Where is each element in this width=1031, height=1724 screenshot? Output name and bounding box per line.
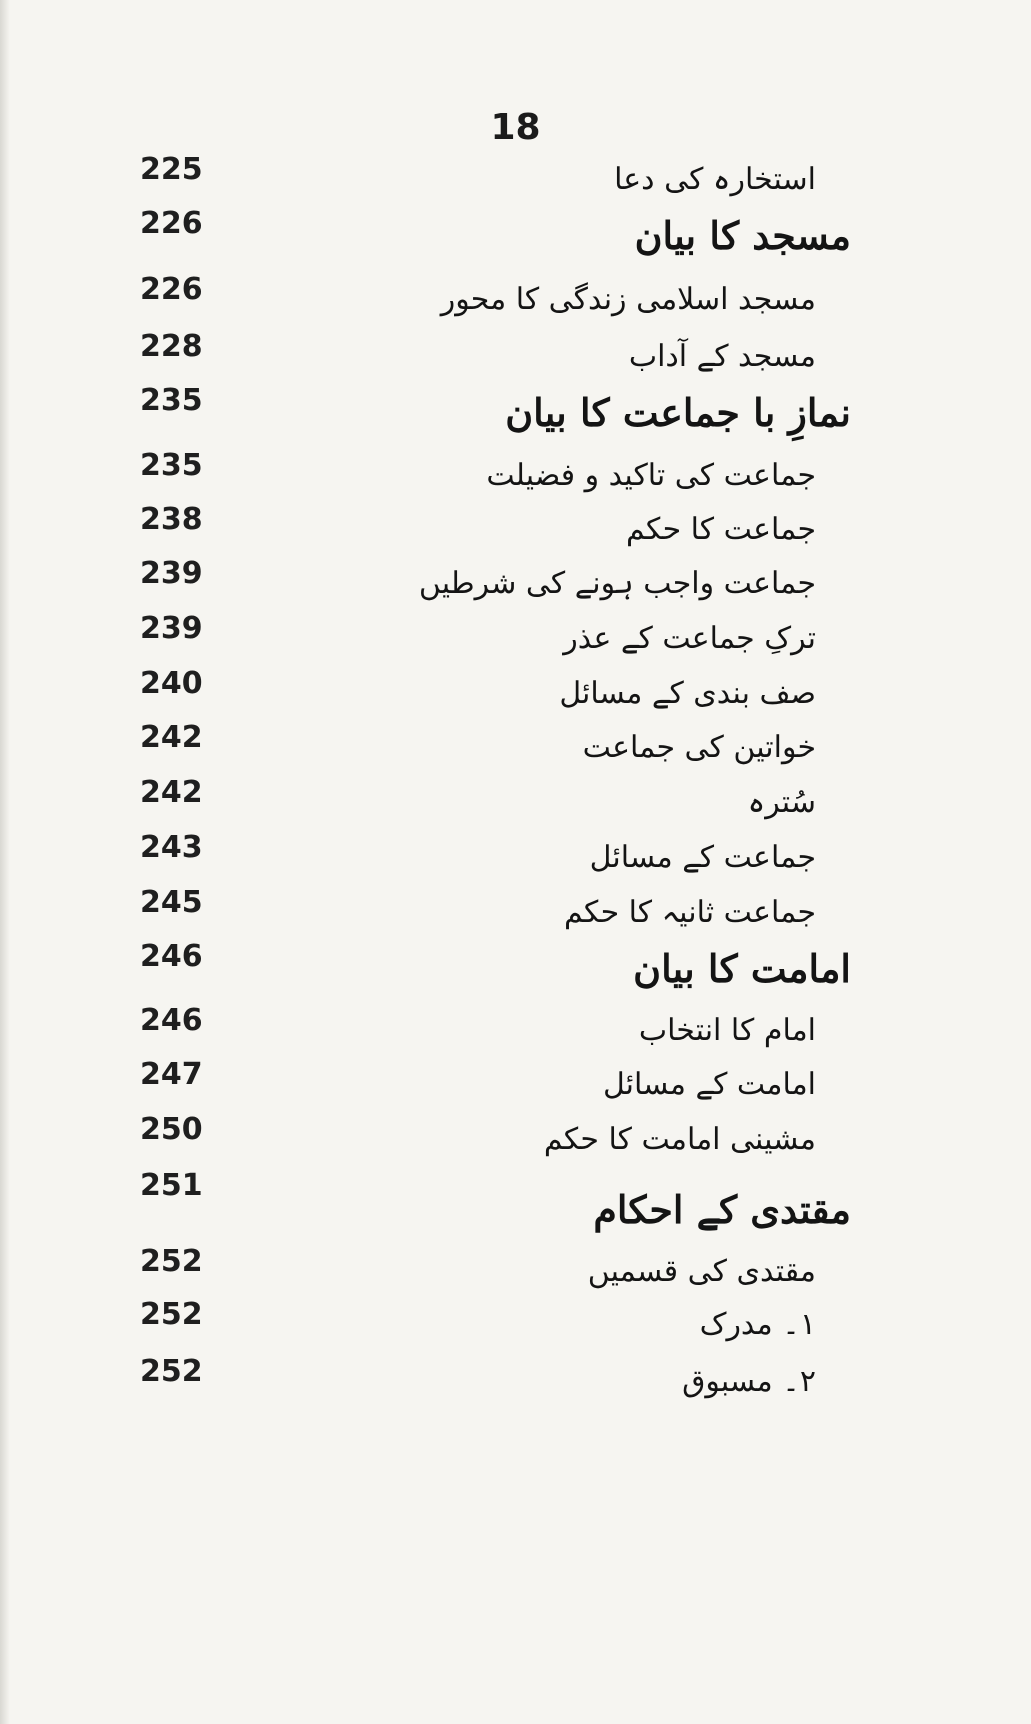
toc-entry <box>0 270 1031 330</box>
toc-heading-title: امامت کا بیان <box>633 946 851 991</box>
toc-entry-title: جماعت کا حکم <box>626 512 816 547</box>
toc-entry-title: خواتین کی جماعت <box>582 730 816 765</box>
toc-entry <box>0 446 1031 506</box>
toc-entry-page: 252 <box>140 1297 203 1332</box>
toc-entry-title: جماعت کے مسائل <box>589 840 816 875</box>
toc-entry-title: جماعت کی تاکید و فضیلت <box>486 458 816 493</box>
toc-entry-page: 235 <box>140 448 203 483</box>
toc-entry-page: 235 <box>140 383 203 418</box>
toc-heading <box>0 204 1031 264</box>
toc-entry <box>0 554 1031 614</box>
toc-entry-page: 246 <box>140 939 203 974</box>
toc-entry-page: 245 <box>140 885 203 920</box>
toc-entry <box>0 664 1031 724</box>
toc-entry <box>0 500 1031 560</box>
toc-entry <box>0 1110 1031 1170</box>
toc-entry <box>0 773 1031 833</box>
toc-entry-title: صف بندی کے مسائل <box>559 676 816 711</box>
toc-entry-page: 238 <box>140 502 203 537</box>
toc-entry-title: مشینی امامت کا حکم <box>543 1122 816 1157</box>
toc-entry-title: استخارہ کی دعا <box>614 162 816 197</box>
toc-entry-page: 225 <box>140 152 203 187</box>
toc-entry-page: 247 <box>140 1057 203 1092</box>
toc-entry-page: 252 <box>140 1244 203 1279</box>
toc-entry-page: 228 <box>140 329 203 364</box>
toc-entry-title: ترکِ جماعت کے عذر <box>563 621 816 656</box>
toc-heading-title: مسجد کا بیان <box>634 213 851 258</box>
toc-entry-page: 240 <box>140 666 203 701</box>
toc-entry-page: 239 <box>140 611 203 646</box>
toc-entry-page: 242 <box>140 720 203 755</box>
toc-entry <box>0 718 1031 778</box>
toc-entry <box>0 1242 1031 1302</box>
toc-entry <box>0 883 1031 943</box>
toc-entry-title: مسجد اسلامی زندگی کا محور <box>440 282 816 317</box>
toc-heading-title: مقتدی کے احکام <box>593 1187 851 1232</box>
toc-heading-title: نمازِ با جماعت کا بیان <box>505 390 851 435</box>
toc-entry-title: امام کا انتخاب <box>638 1013 816 1048</box>
toc-entry-page: 242 <box>140 775 203 810</box>
toc-heading <box>0 381 1031 441</box>
toc-entry-title: امامت کے مسائل <box>602 1067 816 1102</box>
toc-entry <box>0 1001 1031 1061</box>
toc-entry <box>0 609 1031 669</box>
toc-entry-title: جماعت واجب ہونے کی شرطیں <box>418 566 816 601</box>
page-number: 18 <box>490 107 541 148</box>
toc-entry <box>0 1295 1031 1355</box>
toc-entry-title: سُترہ <box>747 785 816 820</box>
toc-entry-title: جماعت ثانیہ کا حکم <box>564 895 816 930</box>
toc-entry-title: ۲۔ مسبوق <box>682 1364 816 1399</box>
toc-entry-page: 243 <box>140 830 203 865</box>
toc-entry-page: 239 <box>140 556 203 591</box>
toc-entry-page: 226 <box>140 206 203 241</box>
toc-entry <box>0 828 1031 888</box>
toc-entry-page: 252 <box>140 1354 203 1389</box>
toc-entry <box>0 1352 1031 1412</box>
toc-entry-page: 250 <box>140 1112 203 1147</box>
toc-entry-page: 246 <box>140 1003 203 1038</box>
toc-entry-title: مقتدی کی قسمیں <box>587 1254 816 1289</box>
toc-heading <box>0 1166 1031 1232</box>
toc-entry-page: 226 <box>140 272 203 307</box>
toc-entry <box>0 1055 1031 1115</box>
toc-heading <box>0 937 1031 997</box>
toc-entry-page: 251 <box>140 1168 203 1203</box>
toc-entry-title: مسجد کے آداب <box>628 339 816 374</box>
toc-entry <box>0 327 1031 387</box>
toc-entry <box>0 150 1031 210</box>
toc-entry-title: ۱۔ مدرک <box>699 1307 816 1342</box>
